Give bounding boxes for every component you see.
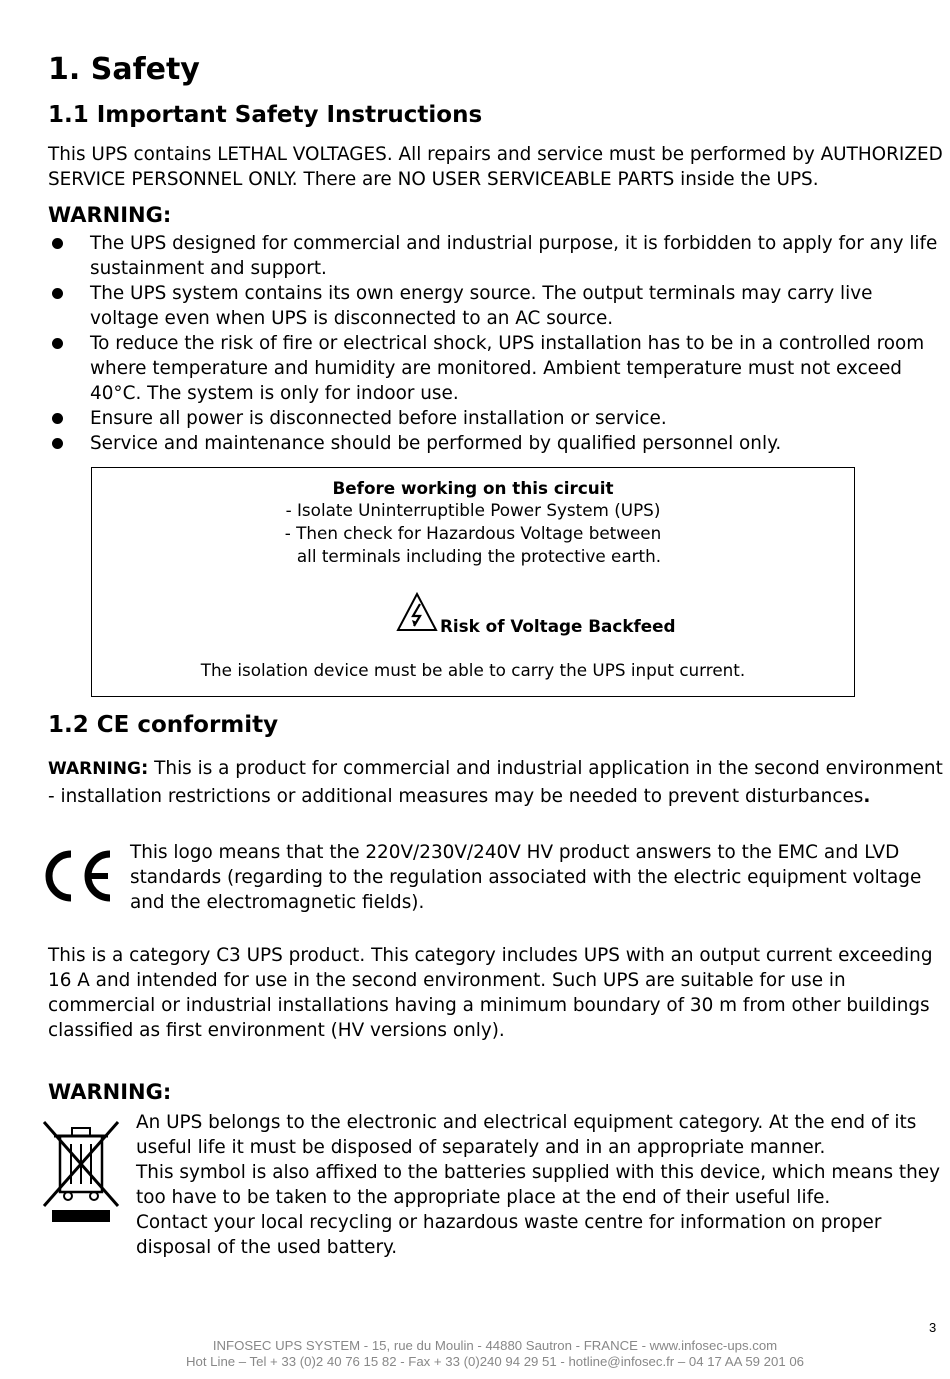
footer-hotline: Hot Line – Tel + 33 (0)2 40 76 15 82 - Fax + 33 (0)240 94 29 51 - hotline@infosec.fr – 04 17 AA 59 201 06 [186,1354,804,1369]
caution-box-title: Before working on this circuit [332,478,614,498]
bullet-icon [52,413,63,424]
electrical-hazard-icon [396,592,438,632]
crossed-bin-icon [40,1114,120,1226]
weee-paragraph-2: This symbol is also affixed to the batteries supplied with this device, which means they too have to be taken to the appropriate place at the end of their useful life. [136,1162,940,1208]
weee-paragraph-3: Contact your local recycling or hazardous waste centre for information on proper disposal of the used battery. [136,1212,882,1258]
caution-box-line-2: - Then check for Hazardous Voltage between [284,523,662,543]
section-heading-safety-instructions: 1.1 Important Safety Instructions [48,102,483,128]
category-paragraph: This is a category C3 UPS product. This category includes UPS with an output current exceeding 16 A and intended for use in the second environment. Such UPS are suitable for use in commercial or industrial installations having a minimum boundary of 30 m from other buildings classified as first environment (HV versions only). [48,945,933,1041]
list-item: The UPS designed for commercial and industrial purpose, it is forbidden to apply for any life sustainment and support. [48,231,943,281]
section-heading-ce-conformity: 1.2 CE conformity [48,712,279,738]
ce-warning-paragraph: WARNING: This is a product for commercial and industrial application in the second environment - installation restrictions or additional measures may be needed to prevent disturbances. [48,758,943,807]
risk-label: Risk of Voltage Backfeed [440,616,676,636]
list-item: Ensure all power is disconnected before installation or service. [48,406,943,431]
caution-box-footer: The isolation device must be able to carry the UPS input current. [200,660,746,680]
caution-box [91,467,855,697]
caution-box-line-3: all terminals including the protective earth. [296,546,662,566]
caution-box-line-1: - Isolate Uninterruptible Power System (UPS) [285,500,661,520]
list-item: To reduce the risk of fire or electrical shock, UPS installation has to be in a controlled room where temperature and humidity are monitored. Ambient temperature must not exceed 40°C. The system is only for indoor use. [48,331,943,406]
footer-address: INFOSEC UPS SYSTEM - 15, rue du Moulin - 44880 Sautron - FRANCE - www.infosec-ups.com [212,1338,778,1353]
warning-title-2: WARNING: [48,1080,172,1104]
list-item: Service and maintenance should be performed by qualified personnel only. [48,431,943,456]
ce-logo-description: This logo means that the 220V/230V/240V HV product answers to the EMC and LVD standards (regarding to the regulation associated with the electric equipment voltage and the electromagnetic fields). [130,842,922,913]
page-number: 3 [929,1320,937,1335]
list-item: The UPS system contains its own energy source. The output terminals may carry live voltage even when UPS is disconnected to an AC source. [48,281,943,331]
bullet-icon [52,338,63,349]
page-title: 1. Safety [48,52,200,87]
bullet-icon [52,238,63,249]
weee-paragraphs [136,1110,945,1260]
warning-list [48,231,943,456]
warning-title: WARNING: [48,203,172,227]
ce-mark-icon [38,848,114,904]
bullet-icon [52,438,63,449]
bullet-icon [52,288,63,299]
intro-paragraph: This UPS contains LETHAL VOLTAGES. All repairs and service must be performed by AUTHORIZED SERVICE PERSONNEL ONLY. There are NO USER SERVICEABLE PARTS inside the UPS. [48,144,943,190]
weee-paragraph-1: An UPS belongs to the electronic and electrical equipment category. At the end of its useful life it must be disposed of separately and in an appropriate manner. [136,1112,917,1158]
